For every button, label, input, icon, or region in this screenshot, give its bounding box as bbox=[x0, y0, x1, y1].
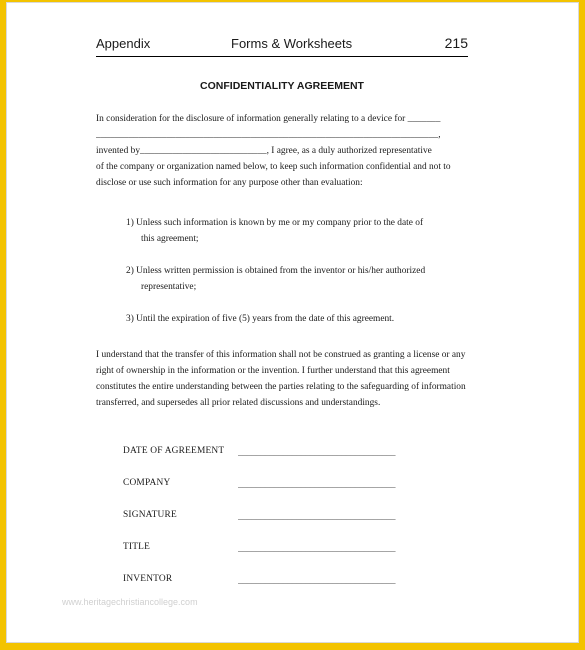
closing-line: I understand that the transfer of this information shall not be construed as granting a license or any bbox=[96, 350, 466, 360]
company-field[interactable]: ___________________________________ bbox=[238, 479, 396, 489]
intro-line: disclose or use such information for any purpose other than evaluation: bbox=[96, 178, 363, 188]
intro-line: invented by___________________________, I agree, as a duly authorized representative bbox=[96, 146, 432, 156]
header-section: Appendix bbox=[96, 36, 151, 51]
condition-text: 2) Unless written permission is obtained from the inventor or his/her authorized bbox=[126, 266, 426, 276]
signature-label: SIGNATURE bbox=[123, 510, 177, 520]
page-header bbox=[96, 36, 468, 57]
document-title: CONFIDENTIALITY AGREEMENT bbox=[200, 80, 364, 92]
intro-line: In consideration for the disclosure of information generally relating to a device for _______ bbox=[96, 114, 441, 124]
inventor-field[interactable]: ___________________________________ bbox=[238, 575, 396, 585]
condition-item bbox=[126, 215, 446, 247]
condition-item bbox=[126, 263, 446, 295]
intro-line: _________________________________________________________________________, bbox=[96, 130, 441, 140]
closing-paragraph bbox=[96, 347, 468, 411]
inventor-label: INVENTOR bbox=[123, 574, 173, 584]
condition-item bbox=[126, 311, 446, 327]
closing-line: constitutes the entire understanding between the parties relating to the safeguarding of information bbox=[96, 382, 466, 392]
watermark: www.heritagechristiancollege.com bbox=[62, 597, 198, 607]
intro-line: of the company or organization named below, to keep such information confidential and not to bbox=[96, 162, 451, 172]
closing-line: transferred, and supersedes all prior related discussions and understandings. bbox=[96, 398, 381, 408]
date-label: DATE OF AGREEMENT bbox=[123, 446, 225, 456]
intro-paragraph bbox=[96, 111, 468, 191]
company-label: COMPANY bbox=[123, 478, 171, 488]
date-field[interactable]: ___________________________________ bbox=[238, 447, 396, 457]
condition-text: this agreement; bbox=[141, 234, 199, 244]
signature-field[interactable]: ___________________________________ bbox=[238, 511, 396, 521]
condition-text: representative; bbox=[141, 282, 197, 292]
condition-text: 1) Unless such information is known by me or my company prior to the date of bbox=[126, 218, 424, 228]
title-label: TITLE bbox=[123, 542, 151, 552]
title-field[interactable]: ___________________________________ bbox=[238, 543, 396, 553]
header-chapter: Forms & Worksheets bbox=[231, 36, 353, 51]
page-number: 215 bbox=[444, 35, 468, 51]
condition-text: 3) Until the expiration of five (5) years from the date of this agreement. bbox=[126, 314, 395, 324]
closing-line: right of ownership in the information or the invention. I further understand that this agreement bbox=[96, 366, 450, 376]
